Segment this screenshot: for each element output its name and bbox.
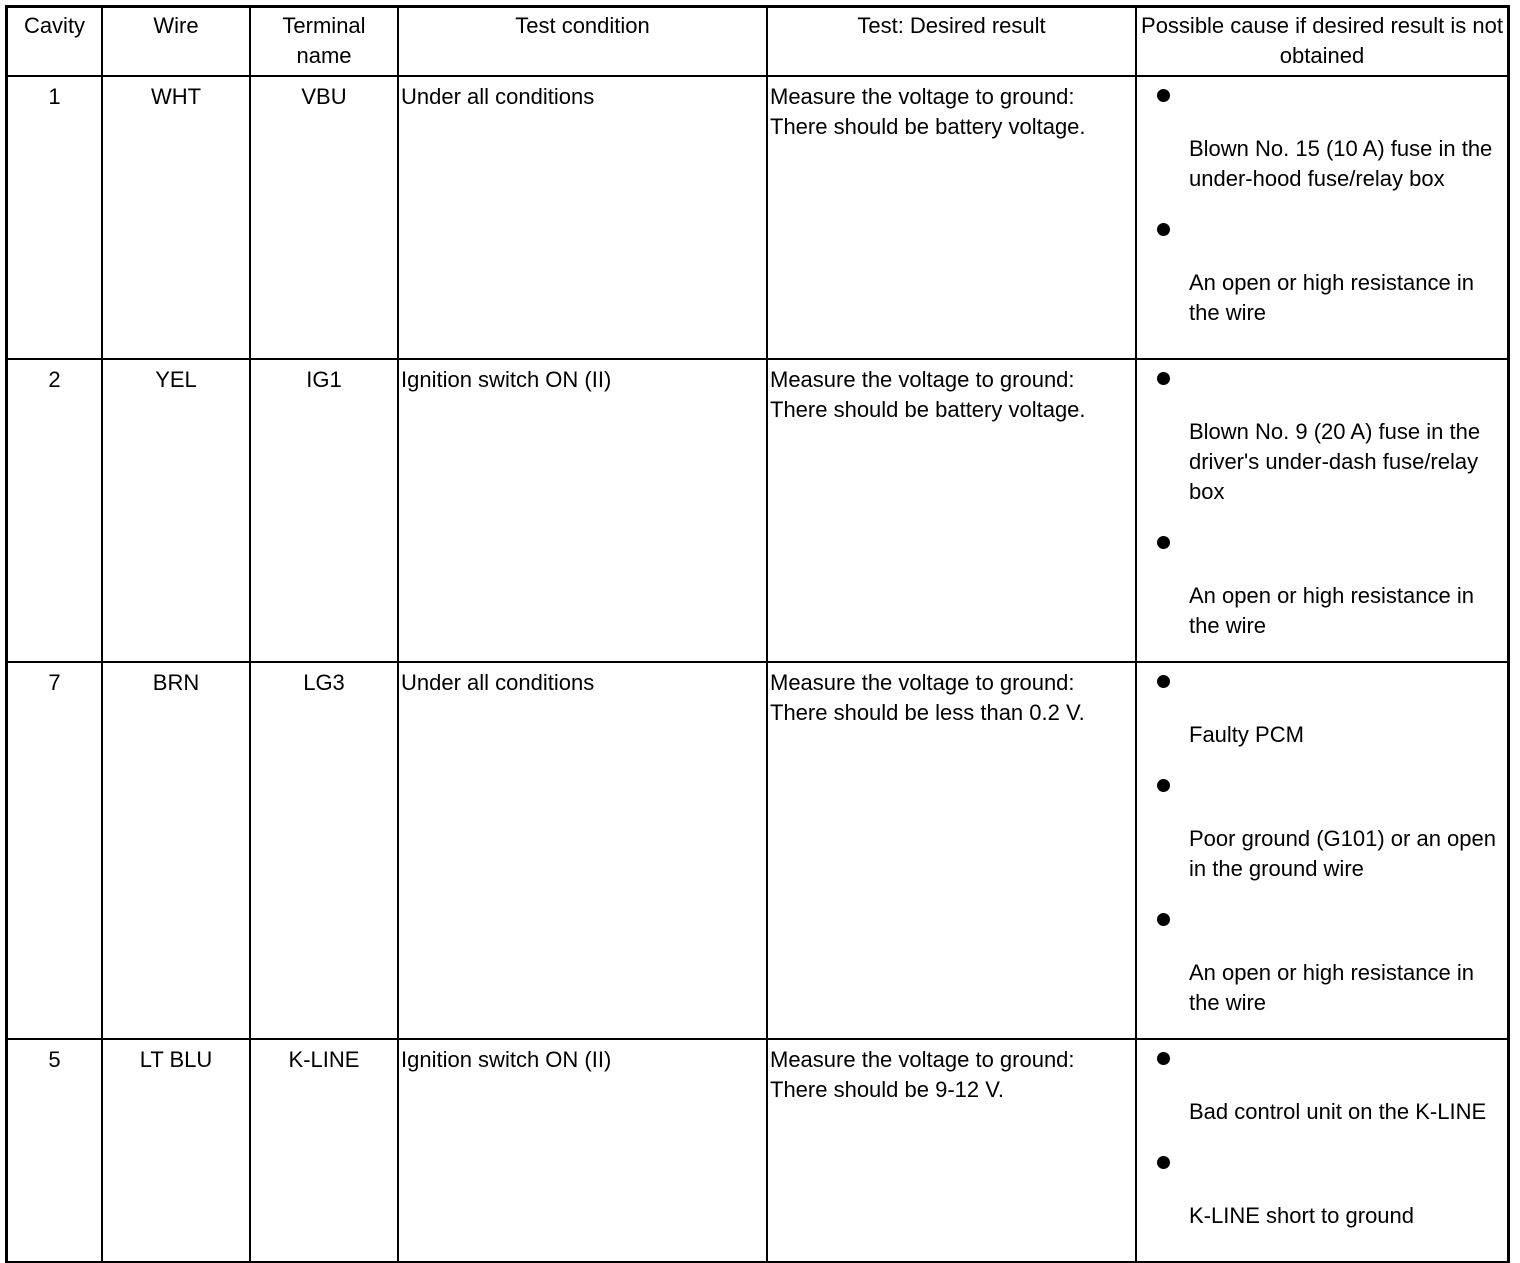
wire-cell: WHT — [102, 76, 250, 359]
condition-cell: Under all conditions — [398, 662, 767, 1039]
cause-cell — [1136, 359, 1508, 662]
bullet-icon — [1157, 89, 1170, 102]
wire-cell: BRN — [102, 662, 250, 1039]
cause-item — [1149, 770, 1499, 884]
table-row — [7, 76, 1508, 359]
result-cell — [767, 662, 1136, 1039]
bullet-icon — [1157, 675, 1170, 688]
cause-cell — [1136, 76, 1508, 359]
result-line: Measure the voltage to ground: — [770, 1047, 1075, 1072]
result-cell — [767, 359, 1136, 662]
condition-cell: Under all conditions — [398, 76, 767, 359]
cause-text: Faulty PCM — [1189, 722, 1304, 747]
cause-item — [1149, 666, 1499, 750]
cause-item — [1149, 904, 1499, 1018]
cause-text: K-LINE short to ground — [1189, 1203, 1415, 1228]
result-line: There should be 9-12 V. — [770, 1077, 1005, 1102]
connector-test-table — [6, 6, 1509, 1263]
cause-text: Blown No. 15 (10 A) fuse in the under-hood fuse/relay box — [1189, 136, 1493, 191]
header-desired-result: Test: Desired result — [767, 7, 1136, 76]
cause-item — [1149, 363, 1499, 507]
terminal-cell: LG3 — [250, 662, 398, 1039]
table-row — [7, 662, 1508, 1039]
cause-text: An open or high resistance in the wire — [1189, 583, 1474, 638]
cavity-cell: 5 — [7, 1039, 102, 1262]
cause-text: An open or high resistance in the wire — [1189, 960, 1474, 1015]
cause-item — [1149, 214, 1499, 328]
header-test-condition: Test condition — [398, 7, 767, 76]
header-possible-cause: Possible cause if desired result is not obtained — [1136, 7, 1508, 76]
cause-item — [1149, 80, 1499, 194]
cause-text: An open or high resistance in the wire — [1189, 270, 1474, 325]
bullet-icon — [1157, 223, 1170, 236]
result-line: There should be battery voltage. — [770, 114, 1086, 139]
table-header-row — [7, 7, 1508, 76]
bullet-icon — [1157, 1052, 1170, 1065]
result-line: There should be less than 0.2 V. — [770, 700, 1085, 725]
result-line: Measure the voltage to ground: — [770, 367, 1075, 392]
cause-text: Poor ground (G101) or an open in the ground wire — [1189, 826, 1496, 881]
cause-item — [1149, 1043, 1499, 1127]
result-line: There should be battery voltage. — [770, 397, 1086, 422]
header-cavity: Cavity — [7, 7, 102, 76]
bullet-icon — [1157, 536, 1170, 549]
result-line: Measure the voltage to ground: — [770, 670, 1075, 695]
result-cell — [767, 1039, 1136, 1262]
bullet-icon — [1157, 372, 1170, 385]
cause-text: Blown No. 9 (20 A) fuse in the driver's under-dash fuse/relay box — [1189, 419, 1481, 504]
table-row — [7, 1039, 1508, 1262]
header-wire: Wire — [102, 7, 250, 76]
terminal-cell: IG1 — [250, 359, 398, 662]
cause-item — [1149, 1147, 1499, 1231]
bullet-icon — [1157, 779, 1170, 792]
condition-cell: Ignition switch ON (II) — [398, 359, 767, 662]
terminal-cell: VBU — [250, 76, 398, 359]
cause-text: Bad control unit on the K-LINE — [1189, 1099, 1487, 1124]
bullet-icon — [1157, 913, 1170, 926]
cause-item — [1149, 527, 1499, 641]
cavity-cell: 2 — [7, 359, 102, 662]
terminal-cell: K-LINE — [250, 1039, 398, 1262]
wire-cell: LT BLU — [102, 1039, 250, 1262]
condition-cell: Ignition switch ON (II) — [398, 1039, 767, 1262]
header-terminal-name: Terminal name — [250, 7, 398, 76]
cavity-cell: 7 — [7, 662, 102, 1039]
result-line: Measure the voltage to ground: — [770, 84, 1075, 109]
table-row — [7, 359, 1508, 662]
cause-cell — [1136, 662, 1508, 1039]
cause-cell — [1136, 1039, 1508, 1262]
bullet-icon — [1157, 1156, 1170, 1169]
wire-cell: YEL — [102, 359, 250, 662]
result-cell — [767, 76, 1136, 359]
cavity-cell: 1 — [7, 76, 102, 359]
